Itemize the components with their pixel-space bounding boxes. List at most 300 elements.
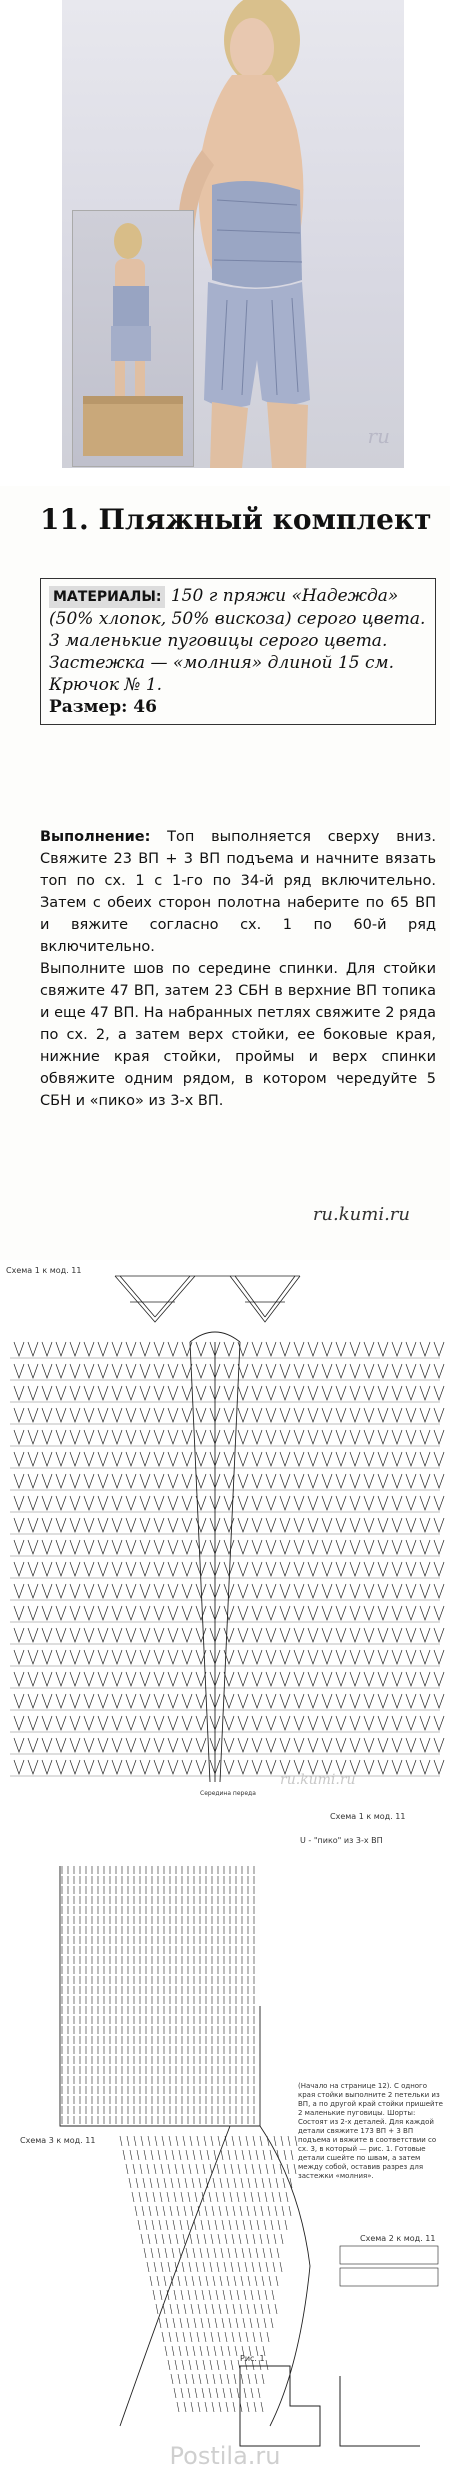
stitch-mark — [192, 2276, 194, 2286]
stitch-mark — [434, 1386, 444, 1400]
stitch-mark — [42, 1452, 52, 1466]
stitch-mark — [160, 2192, 162, 2202]
stitch-mark — [322, 1694, 332, 1708]
stitch-mark — [196, 1386, 206, 1400]
stitch-mark — [378, 1518, 388, 1532]
stitch-mark — [392, 1584, 402, 1598]
stitch-mark — [70, 1672, 80, 1686]
stitch-mark — [196, 1760, 206, 1774]
stitch-mark — [140, 1650, 150, 1664]
stitch-mark — [336, 1694, 346, 1708]
stitch-mark — [140, 2164, 142, 2174]
stitch-mark — [42, 1760, 52, 1774]
stitch-mark — [42, 1518, 52, 1532]
stitch-mark — [244, 2192, 246, 2202]
stitch-mark — [126, 1540, 136, 1554]
stitch-mark — [140, 1606, 150, 1620]
stitch-mark — [70, 1474, 80, 1488]
stitch-mark — [248, 2276, 250, 2286]
stitch-mark — [280, 1364, 290, 1378]
stitch-mark — [28, 1342, 38, 1356]
stitch-mark — [209, 2192, 211, 2202]
stitch-mark — [112, 1474, 122, 1488]
stitch-mark — [140, 1672, 150, 1686]
stitch-mark — [336, 1540, 346, 1554]
stitch-mark — [126, 1408, 136, 1422]
stitch-mark — [378, 1650, 388, 1664]
stitch-mark — [238, 1628, 248, 1642]
stitch-mark — [266, 1650, 276, 1664]
stitch-mark — [364, 1562, 374, 1576]
stitch-mark — [350, 1738, 360, 1752]
stitch-mark — [284, 2150, 286, 2160]
stitch-mark — [266, 1562, 276, 1576]
stitch-mark — [237, 2290, 239, 2300]
stitch-mark — [224, 1540, 234, 1554]
stitch-mark — [146, 2192, 148, 2202]
stitch-mark — [238, 2262, 240, 2272]
stitch-mark — [112, 1342, 122, 1356]
stitch-mark — [268, 2304, 270, 2314]
stitch-mark — [280, 1650, 290, 1664]
stitch-mark — [420, 1760, 430, 1774]
stitch-mark — [259, 2262, 261, 2272]
stitch-mark — [164, 2178, 166, 2188]
stitch-mark — [182, 1672, 192, 1686]
stitch-mark — [252, 1518, 262, 1532]
stitch-mark — [188, 2290, 190, 2300]
stitch-mark — [135, 2206, 137, 2216]
stitch-mark — [364, 1628, 374, 1642]
stitch-mark — [434, 1716, 444, 1730]
stitch-mark — [434, 1672, 444, 1686]
stitch-mark — [252, 1584, 262, 1598]
stitch-mark — [70, 1430, 80, 1444]
stitch-mark — [234, 2374, 236, 2384]
stitch-mark — [223, 2388, 225, 2398]
stitch-mark — [434, 1474, 444, 1488]
stitch-mark — [193, 2150, 195, 2160]
stitch-mark — [308, 1386, 318, 1400]
stitch-mark — [14, 1408, 24, 1422]
stitch-mark — [289, 2206, 291, 2216]
stitch-mark — [154, 1584, 164, 1598]
stitch-mark — [248, 2178, 250, 2188]
stitch-mark — [392, 1760, 402, 1774]
stitch-mark — [28, 1430, 38, 1444]
stitch-mark — [168, 1452, 178, 1466]
stitch-mark — [140, 1386, 150, 1400]
stitch-mark — [285, 2220, 287, 2230]
stitch-mark — [224, 2360, 226, 2370]
stitch-mark — [350, 1650, 360, 1664]
stitch-mark — [286, 2192, 288, 2202]
stitch-mark — [154, 1562, 164, 1576]
stitch-mark — [248, 2374, 250, 2384]
stitch-mark — [126, 1518, 136, 1532]
stitch-mark — [308, 1650, 318, 1664]
stitch-mark — [378, 1606, 388, 1620]
chart1-bottom-label: Середина переда — [200, 1790, 256, 1797]
stitch-mark — [98, 1518, 108, 1532]
stitch-mark — [420, 1738, 430, 1752]
stitch-mark — [112, 1562, 122, 1576]
stitch-mark — [280, 1672, 290, 1686]
size-label: Размер: 46 — [49, 697, 157, 717]
stitch-mark — [28, 1452, 38, 1466]
stitch-mark — [170, 2304, 172, 2314]
stitch-mark — [154, 1518, 164, 1532]
stitch-mark — [266, 1606, 276, 1620]
stitch-mark — [420, 1540, 430, 1554]
stitch-mark — [84, 1738, 94, 1752]
stitch-mark — [28, 1474, 38, 1488]
stitch-mark — [224, 1386, 234, 1400]
stitch-mark — [155, 2234, 157, 2244]
stitch-mark — [224, 2164, 226, 2174]
stitch-mark — [247, 2304, 249, 2314]
stitch-mark — [295, 2136, 297, 2146]
stitch-mark — [240, 2206, 242, 2216]
stitch-mark — [322, 1716, 332, 1730]
stitch-mark — [177, 2304, 179, 2314]
stitch-mark — [252, 1760, 262, 1774]
stitch-mark — [214, 2346, 216, 2356]
stitch-mark — [350, 1694, 360, 1708]
stitch-mark — [84, 1628, 94, 1642]
stitch-mark — [294, 1386, 304, 1400]
stitch-mark — [28, 1606, 38, 1620]
stitch-mark — [251, 2192, 253, 2202]
stitch-mark — [350, 1408, 360, 1422]
stitch-mark — [210, 2262, 212, 2272]
stitch-mark — [406, 1584, 416, 1598]
stitch-mark — [225, 2234, 227, 2244]
stitch-mark — [42, 1672, 52, 1686]
stitch-mark — [112, 1628, 122, 1642]
stitch-mark — [148, 2234, 150, 2244]
article-title: 11. Пляжный комплект — [40, 503, 432, 536]
stitch-mark — [165, 2346, 167, 2356]
stitch-mark — [126, 1342, 136, 1356]
stitch-mark — [378, 1342, 388, 1356]
stitch-mark — [56, 1540, 66, 1554]
stitch-mark — [163, 2206, 165, 2216]
stitch-mark — [378, 1364, 388, 1378]
stitch-mark — [224, 1408, 234, 1422]
stitch-mark — [241, 2374, 243, 2384]
stitch-mark — [182, 1474, 192, 1488]
stitch-mark — [264, 2318, 266, 2328]
stitch-mark — [267, 2332, 269, 2342]
stitch-mark — [211, 2332, 213, 2342]
stitch-mark — [266, 1694, 276, 1708]
stitch-mark — [14, 1584, 24, 1598]
stitch-mark — [263, 2248, 265, 2258]
stitch-mark — [350, 1518, 360, 1532]
stitch-mark — [434, 1540, 444, 1554]
stitch-mark — [336, 1672, 346, 1686]
stitch-mark — [420, 1628, 430, 1642]
stitch-mark — [287, 2164, 289, 2174]
stitch-mark — [392, 1386, 402, 1400]
stitch-mark — [196, 1474, 206, 1488]
stitch-mark — [230, 2290, 232, 2300]
inset-photo — [72, 210, 194, 467]
stitch-mark — [14, 1452, 24, 1466]
stitch-mark — [180, 2220, 182, 2230]
stitch-mark — [308, 1672, 318, 1686]
stitch-mark — [70, 1518, 80, 1532]
stitch-mark — [392, 1716, 402, 1730]
stitch-mark — [252, 1738, 262, 1752]
stitch-mark — [378, 1694, 388, 1708]
stitch-mark — [254, 2304, 256, 2314]
stitch-mark — [250, 2220, 252, 2230]
stitch-mark — [434, 1738, 444, 1752]
stitch-mark — [70, 1650, 80, 1664]
stitch-mark — [191, 2402, 193, 2412]
stitch-mark — [168, 2164, 170, 2174]
stitch-mark — [406, 1474, 416, 1488]
stitch-mark — [126, 1496, 136, 1510]
stitch-mark — [243, 2220, 245, 2230]
stitch-mark — [392, 1738, 402, 1752]
stitch-mark — [165, 2248, 167, 2258]
stitch-mark — [266, 1672, 276, 1686]
stitch-mark — [98, 1430, 108, 1444]
stitch-mark — [70, 1408, 80, 1422]
stitch-mark — [364, 1496, 374, 1510]
stitch-mark — [112, 1738, 122, 1752]
stitch-mark — [173, 2220, 175, 2230]
stitch-mark — [126, 1738, 136, 1752]
stitch-mark — [150, 2276, 152, 2286]
stitch-mark — [56, 1650, 66, 1664]
stitch-mark — [378, 1584, 388, 1598]
stitch-mark — [238, 1562, 248, 1576]
stitch-mark — [70, 1760, 80, 1774]
stitch-mark — [140, 1496, 150, 1510]
stitch-mark — [254, 2206, 256, 2216]
stitch-mark — [238, 1760, 248, 1774]
stitch-mark — [154, 1496, 164, 1510]
stitch-mark — [420, 1562, 430, 1576]
stitch-mark — [237, 2192, 239, 2202]
stitch-mark — [181, 2192, 183, 2202]
stitch-mark — [195, 2290, 197, 2300]
chart2-scheme3-label: Схема 3 к мод. 11 — [20, 2136, 96, 2145]
stitch-mark — [126, 1364, 136, 1378]
stitch-mark — [406, 1496, 416, 1510]
stitch-mark — [217, 2360, 219, 2370]
stitch-mark — [274, 2136, 276, 2146]
stitch-mark — [154, 1716, 164, 1730]
stitch-mark — [420, 1694, 430, 1708]
stitch-mark — [210, 2360, 212, 2370]
stitch-mark — [193, 2346, 195, 2356]
stitch-mark — [188, 2388, 190, 2398]
stitch-mark — [98, 1694, 108, 1708]
stitch-mark — [98, 1342, 108, 1356]
stitch-mark — [266, 1738, 276, 1752]
stitch-mark — [154, 1606, 164, 1620]
stitch-mark — [224, 2262, 226, 2272]
stitch-mark — [56, 1716, 66, 1730]
stitch-mark — [392, 1562, 402, 1576]
stitch-mark — [204, 2332, 206, 2342]
stitch-mark — [154, 1694, 164, 1708]
stitch-mark — [239, 2136, 241, 2146]
stitch-mark — [42, 1606, 52, 1620]
stitch-mark — [170, 2206, 172, 2216]
stitch-mark — [196, 2164, 198, 2174]
stitch-mark — [42, 1430, 52, 1444]
stitch-mark — [280, 1716, 290, 1730]
stitch-mark — [196, 1562, 206, 1576]
stitch-mark — [98, 1540, 108, 1554]
stitch-mark — [209, 2290, 211, 2300]
stitch-mark — [70, 1562, 80, 1576]
stitch-mark — [168, 2360, 170, 2370]
stitch-mark — [159, 2318, 161, 2328]
stitch-mark — [154, 2164, 156, 2174]
stitch-mark — [187, 2220, 189, 2230]
stitch-mark — [42, 1562, 52, 1576]
stitch-mark — [280, 1584, 290, 1598]
stitch-mark — [144, 2150, 146, 2160]
stitch-mark — [174, 2388, 176, 2398]
stitch-mark — [216, 2192, 218, 2202]
stitch-mark — [238, 1452, 248, 1466]
stitch-mark — [268, 2206, 270, 2216]
stitch-mark — [216, 2290, 218, 2300]
stitch-mark — [350, 1606, 360, 1620]
stitch-mark — [235, 2150, 237, 2160]
stitch-mark — [281, 2136, 283, 2146]
stitch-mark — [84, 1496, 94, 1510]
stitch-mark — [56, 1430, 66, 1444]
stitch-mark — [98, 1364, 108, 1378]
stitch-mark — [182, 1606, 192, 1620]
stitch-mark — [420, 1496, 430, 1510]
postila-brand: Postila.ru — [169, 2442, 281, 2470]
stitch-mark — [218, 2332, 220, 2342]
stitch-mark — [233, 2206, 235, 2216]
stitch-mark — [211, 2234, 213, 2244]
stitch-mark — [238, 2164, 240, 2174]
stitch-mark — [243, 2318, 245, 2328]
stitch-mark — [406, 1738, 416, 1752]
stitch-mark — [378, 1540, 388, 1554]
stitch-mark — [196, 1342, 206, 1356]
stitch-mark — [140, 1474, 150, 1488]
stitch-mark — [211, 2136, 213, 2146]
stitch-mark — [196, 1694, 206, 1708]
stitch-mark — [182, 2262, 184, 2272]
stitch-mark — [235, 2248, 237, 2258]
stitch-mark — [252, 1650, 262, 1664]
stitch-mark — [158, 2150, 160, 2160]
stitch-mark — [182, 1496, 192, 1510]
stitch-mark — [251, 2388, 253, 2398]
stitch-mark — [294, 1540, 304, 1554]
stitch-mark — [184, 2402, 186, 2412]
stitch-mark — [294, 1562, 304, 1576]
stitch-mark — [232, 2332, 234, 2342]
stitch-mark — [308, 1584, 318, 1598]
stitch-mark — [194, 2318, 196, 2328]
stitch-mark — [434, 1760, 444, 1774]
stitch-mark — [28, 1694, 38, 1708]
stitch-mark — [242, 2248, 244, 2258]
stitch-mark — [213, 2374, 215, 2384]
stitch-mark — [84, 1760, 94, 1774]
stitch-mark — [183, 2234, 185, 2244]
stitch-mark — [154, 1540, 164, 1554]
stitch-mark — [126, 1672, 136, 1686]
stitch-mark — [378, 1408, 388, 1422]
stitch-mark — [184, 2206, 186, 2216]
stitch-mark — [126, 1650, 136, 1664]
stitch-mark — [434, 1408, 444, 1422]
stitch-mark — [176, 2332, 178, 2342]
stitch-mark — [336, 1430, 346, 1444]
stitch-mark — [322, 1584, 332, 1598]
stitch-mark — [308, 1606, 318, 1620]
stitch-mark — [280, 1738, 290, 1752]
stitch-mark — [239, 2234, 241, 2244]
stitch-mark — [205, 2206, 207, 2216]
stitch-mark — [378, 1452, 388, 1466]
stitch-mark — [182, 1364, 192, 1378]
stitch-mark — [14, 1474, 24, 1488]
stitch-mark — [294, 1518, 304, 1532]
stitch-mark — [56, 1386, 66, 1400]
stitch-mark — [294, 2164, 296, 2174]
stitch-mark — [294, 1584, 304, 1598]
stitch-mark — [178, 2276, 180, 2286]
stitch-mark — [336, 1342, 346, 1356]
stitch-mark — [182, 1650, 192, 1664]
stitch-mark — [184, 2304, 186, 2314]
stitch-mark — [406, 1760, 416, 1774]
stitch-mark — [148, 2136, 150, 2146]
stitch-mark — [84, 1518, 94, 1532]
stitch-mark — [322, 1540, 332, 1554]
stitch-mark — [186, 2150, 188, 2160]
stitch-mark — [147, 2262, 149, 2272]
stitch-mark — [42, 1738, 52, 1752]
stitch-mark — [183, 2332, 185, 2342]
stitch-mark — [84, 1408, 94, 1422]
stitch-mark — [175, 2360, 177, 2370]
stitch-mark — [14, 1562, 24, 1576]
stitch-mark — [28, 1584, 38, 1598]
stitch-mark — [180, 2318, 182, 2328]
stitch-mark — [434, 1562, 444, 1576]
stitch-mark — [294, 1650, 304, 1664]
stitch-mark — [252, 1562, 262, 1576]
stitch-mark — [28, 1540, 38, 1554]
stitch-mark — [28, 1364, 38, 1378]
stitch-mark — [378, 1716, 388, 1730]
stitch-mark — [233, 2402, 235, 2412]
stitch-mark — [227, 2374, 229, 2384]
stitch-mark — [420, 1452, 430, 1466]
stitch-mark — [258, 2192, 260, 2202]
stitch-mark — [266, 2262, 268, 2272]
